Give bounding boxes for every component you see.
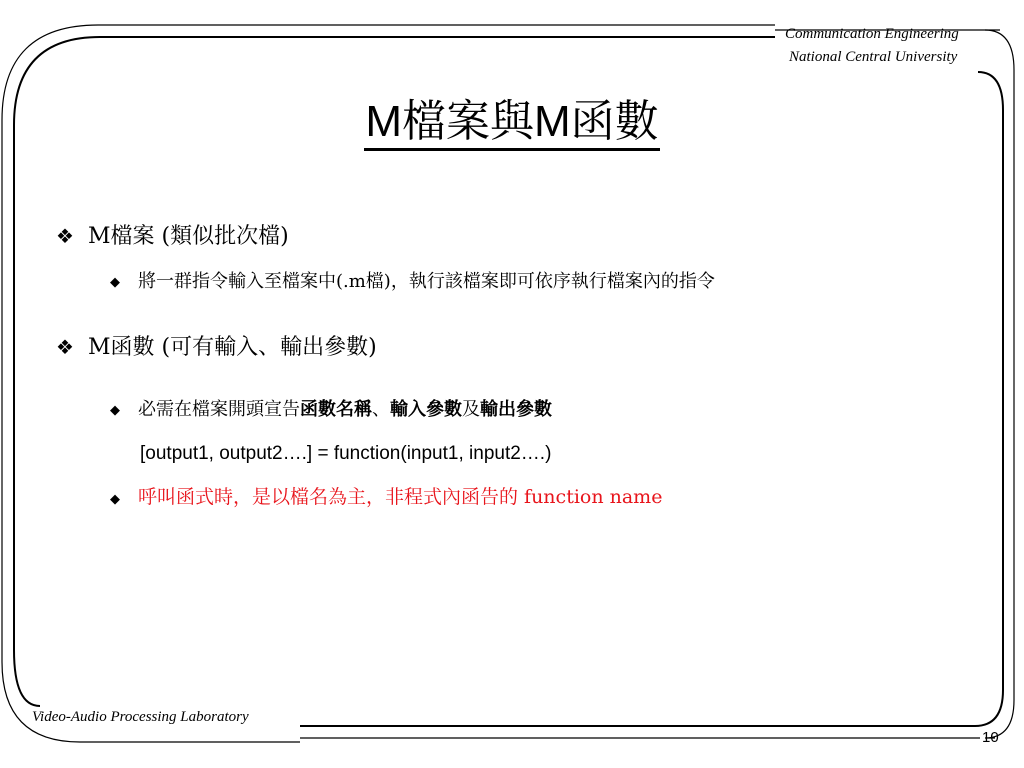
declare-prefix: 必需在檔案開頭宣告	[138, 399, 300, 420]
footer-lab-name: Video-Audio Processing Laboratory	[32, 709, 249, 725]
slide-title	[0, 96, 1024, 151]
separator: 、	[372, 399, 390, 420]
bullet-1-text: M檔案 (類似批次檔)	[88, 224, 289, 249]
sub-bullet-icon: ◆	[110, 491, 120, 506]
bullet-diamond-icon: ❖	[56, 337, 74, 359]
bullet-diamond-icon: ❖	[56, 226, 74, 248]
page-number: 10	[982, 729, 999, 746]
input-params-bold: 輸入參數	[390, 399, 462, 420]
header-line-1: Communication Engineering	[785, 26, 959, 42]
slide-title-text: M檔案與M函數	[364, 96, 659, 151]
sub-bullet-icon: ◆	[110, 402, 120, 417]
sub-bullet-icon: ◆	[110, 274, 120, 289]
bullet-2-sub-2: 呼叫函式時，是以檔名為主，非程式內函告的 function name	[138, 486, 663, 508]
function-signature: [output1, output2….] = function(input1, input2….)	[140, 443, 552, 464]
header-line-2: National Central University	[789, 49, 958, 65]
conjunction: 及	[462, 399, 480, 420]
bullet-2-text: M函數 (可有輸入、輸出參數)	[88, 335, 377, 360]
bullet-2-sub-1	[138, 397, 552, 423]
output-params-bold: 輸出參數	[480, 399, 552, 420]
function-name-bold: 函數名稱	[300, 399, 372, 420]
bullet-1-sub-1: 將一群指令輸入至檔案中(.m檔)，執行該檔案即可依序執行檔案內的指令	[138, 271, 715, 292]
